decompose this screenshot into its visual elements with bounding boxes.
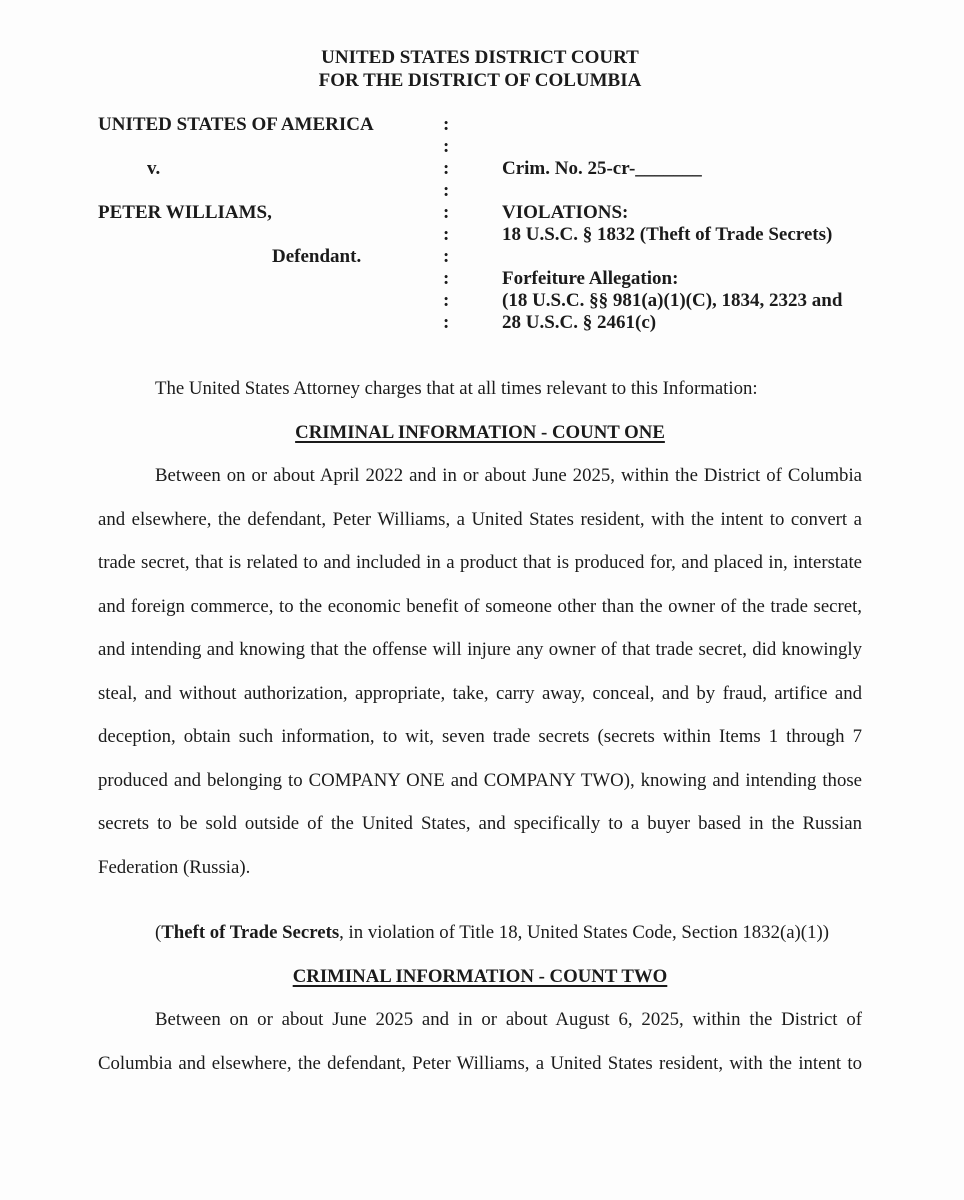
- count-one-line: and foreign commerce, to the economic benefit of someone other than the owner of the trade secret,: [98, 595, 862, 617]
- count-two-line: Between on or about June 2025 and in or about August 6, 2025, within the District of: [155, 1009, 862, 1030]
- caption-separator: :: [443, 224, 450, 245]
- charging-intro: The United States Attorney charges that at all times relevant to this Information:: [155, 378, 758, 399]
- caption-separator: :: [443, 268, 450, 289]
- case-number: Crim. No. 25-cr-_______: [502, 158, 702, 179]
- caption-separator: :: [443, 246, 450, 267]
- court-title-line1: UNITED STATES DISTRICT COURT: [321, 47, 639, 68]
- violation-note-prefix: (: [155, 922, 162, 943]
- caption-separator: :: [443, 180, 450, 201]
- count-one-line: deception, obtain such information, to wit, seven trade secrets (secrets within Items 1 through 7: [98, 726, 862, 747]
- versus-label: v.: [147, 158, 161, 179]
- count-one-heading-text: CRIMINAL INFORMATION - COUNT ONE: [295, 421, 665, 443]
- violation-statute: 18 U.S.C. § 1832 (Theft of Trade Secrets): [502, 224, 833, 245]
- forfeiture-statute-line1: (18 U.S.C. §§ 981(a)(1)(C), 1834, 2323 and: [502, 290, 843, 311]
- party-plaintiff: UNITED STATES OF AMERICA: [98, 114, 374, 135]
- violations-heading: VIOLATIONS:: [502, 202, 629, 223]
- caption-separator: :: [443, 290, 450, 311]
- count-two-heading-text: CRIMINAL INFORMATION - COUNT TWO: [292, 965, 668, 987]
- count-one-heading: [98, 411, 862, 455]
- caption-separator: :: [443, 158, 450, 179]
- caption-separator: :: [443, 312, 450, 333]
- count-one-line: trade secret, that is related to and included in a product that is produced for, and placed in, interstate: [98, 552, 862, 573]
- violation-note-offense: Theft of Trade Secrets: [161, 922, 340, 943]
- defendant-label: Defendant.: [272, 246, 362, 267]
- count-one-line: produced and belonging to COMPANY ONE and COMPANY TWO), knowing and intending those: [98, 769, 862, 791]
- court-title: [98, 46, 862, 92]
- count-one-line: steal, and without authorization, appropriate, take, carry away, conceal, and by fraud, artifice and: [98, 682, 862, 704]
- court-title-line2: FOR THE DISTRICT OF COLUMBIA: [318, 70, 642, 91]
- document-body: [98, 367, 862, 1085]
- caption-separator: :: [443, 202, 450, 223]
- count-one-line: and intending and knowing that the offense will injure any owner of that trade secret, did knowingly: [98, 639, 862, 660]
- count-two-heading: [98, 955, 862, 999]
- count-one-line: secrets to be sold outside of the United States, and specifically to a buyer based in the Russian: [98, 813, 862, 834]
- count-two-line: Columbia and elsewhere, the defendant, Peter Williams, a United States resident, with the intent to: [98, 1052, 862, 1074]
- count-one-line: Federation (Russia).: [98, 856, 251, 878]
- case-caption: [98, 114, 862, 334]
- count-one-violation-note: [98, 911, 862, 955]
- caption-separator: :: [443, 136, 450, 157]
- caption-separator: :: [443, 114, 450, 135]
- party-defendant: PETER WILLIAMS,: [98, 202, 272, 223]
- count-one-line: Between on or about April 2022 and in or about June 2025, within the District of Columbia: [155, 465, 862, 486]
- violation-note-citation: , in violation of Title 18, United States Code, Section 1832(a)(1)): [339, 922, 829, 943]
- count-one-line: and elsewhere, the defendant, Peter Williams, a United States resident, with the intent to convert a: [98, 508, 862, 530]
- forfeiture-statute-line2: 28 U.S.C. § 2461(c): [502, 312, 657, 333]
- forfeiture-heading: Forfeiture Allegation:: [502, 268, 679, 289]
